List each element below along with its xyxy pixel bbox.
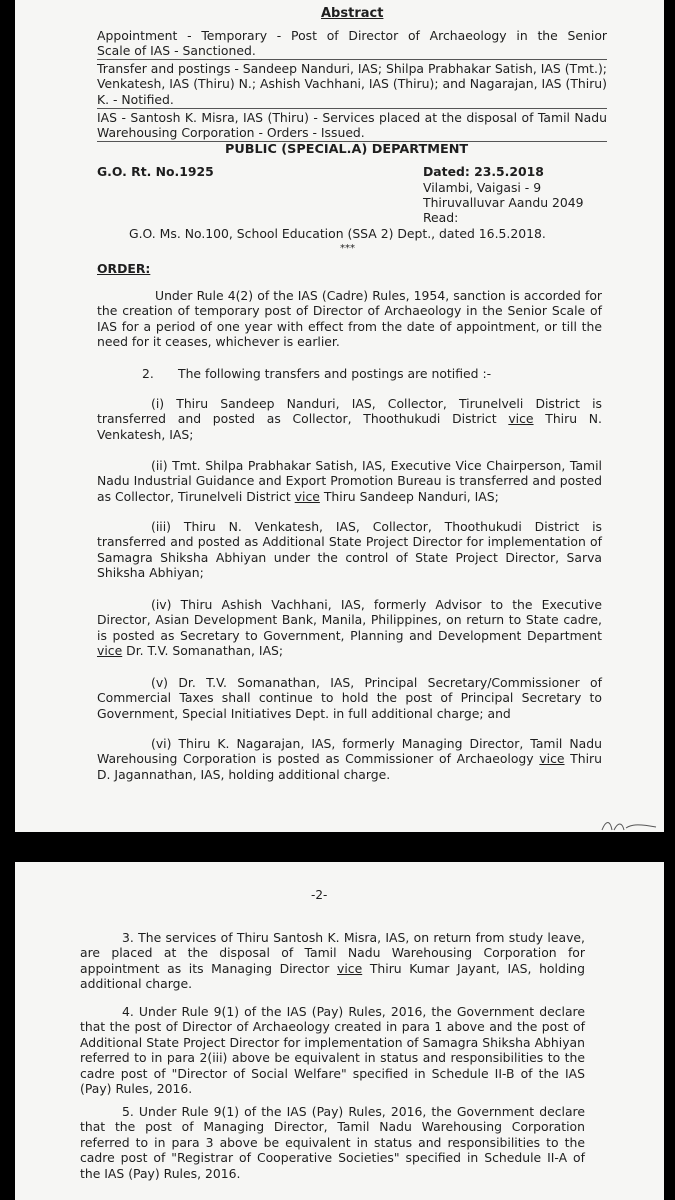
reference: G.O. Ms. No.100, School Education (SSA 2) Dept., dated 16.5.2018. [129, 226, 546, 241]
department-heading: PUBLIC (SPECIAL.A) DEPARTMENT [225, 142, 469, 157]
order-paragraph-3: 3. The services of Thiru Santosh K. Misra, IAS, on return from study leave, are placed at the disposal of Tamil Nadu Warehousing Corporation for appointment as its Managing Director vice Thiru Kumar Jayant, IAS, holding additional charge. [80, 930, 585, 992]
order-paragraph-2-number: 2. [142, 366, 154, 381]
abstract-title: Abstract [321, 6, 384, 21]
abstract-item-1-line-1: Appointment - Temporary - Post of Director of Archaeology in the Senior [97, 28, 607, 43]
separator-stars: *** [340, 243, 355, 254]
abstract-divider [97, 59, 607, 60]
order-paragraph-1: Under Rule 4(2) of the IAS (Cadre) Rules, 1954, sanction is accorded for the creation of temporary post of Director of Archaeology in the Senior Scale of IAS for a period of one year with effect from the date of appointment, or till the need for it ceases, whichever is earlier. [97, 288, 602, 350]
order-paragraph-4: 4. Under Rule 9(1) of the IAS (Pay) Rules, 2016, the Government declare that the post of Director of Archaeology created in para 1 above and the post of Additional State Project Director for implementation of Samagra Shiksha Abhiyan referred to in para 2(iii) above be equivalent in status and responsibilities to the cadre post of "Director of Social Welfare" specified in Schedule II-B of the IAS (Pay) Rules, 2016. [80, 1004, 585, 1097]
posting-item-vi: (vi) Thiru K. Nagarajan, IAS, formerly Managing Director, Tamil Nadu Warehousing Corporation is posted as Commissioner of Archaeology vice Thiru D. Jagannathan, IAS, holding additional charge. [97, 736, 602, 782]
posting-item-ii: (ii) Tmt. Shilpa Prabhakar Satish, IAS, Executive Vice Chairperson, Tamil Nadu Industrial Guidance and Export Promotion Bureau is transferred and posted as Collector, Tirunelveli District vice Thiru Sandeep Nanduri, IAS; [97, 458, 602, 504]
page-number: -2- [311, 888, 328, 902]
posting-item-iv: (iv) Thiru Ashish Vachhani, IAS, formerly Advisor to the Executive Director, Asian Development Bank, Manila, Philippines, on return to State cadre, is posted as Secretary to Government, Planning and Development Department vice Dr. T.V. Somanathan, IAS; [97, 597, 602, 659]
posting-item-iii: (iii) Thiru N. Venkatesh, IAS, Collector, Thoothukudi District is transferred and posted as Additional State Project Director for implementation of Samagra Shiksha Abhiyan under the control of State Project Director, Sarva Shiksha Abhiyan; [97, 519, 602, 581]
abstract-item-1-line-2: Scale of IAS - Sanctioned. [97, 43, 256, 58]
posting-item-i: (i) Thiru Sandeep Nanduri, IAS, Collector, Tirunelveli District is transferred and posted as Collector, Thoothukudi District vice Thiru N. Venkatesh, IAS; [97, 396, 602, 442]
order-paragraph-5: 5. Under Rule 9(1) of the IAS (Pay) Rules, 2016, the Government declare that the post of Managing Director, Tamil Nadu Warehousing Corporation referred to in para 3 above be equivalent in status and responsibilities to the cadre post of "Registrar of Cooperative Societies" specified in Schedule II-A of the IAS (Pay) Rules, 2016. [80, 1104, 585, 1181]
read-label: Read: [423, 210, 459, 225]
go-number: G.O. Rt. No.1925 [97, 164, 214, 179]
abstract-item-2: Transfer and postings - Sandeep Nanduri, IAS; Shilpa Prabhakar Satish, IAS (Tmt.); Venkatesh, IAS (Thiru) N.; Ashish Vachhani, IAS (Thiru); and Nagarajan, IAS (Thiru) K. - Notified. [97, 61, 607, 107]
tamil-date: Vilambi, Vaigasi - 9 [423, 180, 542, 195]
order-heading: ORDER: [97, 261, 151, 276]
posting-item-v: (v) Dr. T.V. Somanathan, IAS, Principal Secretary/Commissioner of Commercial Taxes shall continue to hold the post of Principal Secretary to Government, Special Initiatives Dept. in full additional charge; and [97, 675, 602, 721]
tamil-year: Thiruvalluvar Aandu 2049 [423, 195, 584, 210]
abstract-divider [97, 108, 607, 109]
document-page-2 [15, 862, 664, 1200]
order-paragraph-2-text: The following transfers and postings are notified :- [178, 366, 492, 381]
abstract-item-3: IAS - Santosh K. Misra, IAS (Thiru) - Services placed at the disposal of Tamil Nadu Warehousing Corporation - Orders - Issued. [97, 110, 607, 141]
signature-scribble [600, 818, 660, 832]
document-page-1 [15, 0, 664, 832]
date: Dated: 23.5.2018 [423, 164, 544, 179]
